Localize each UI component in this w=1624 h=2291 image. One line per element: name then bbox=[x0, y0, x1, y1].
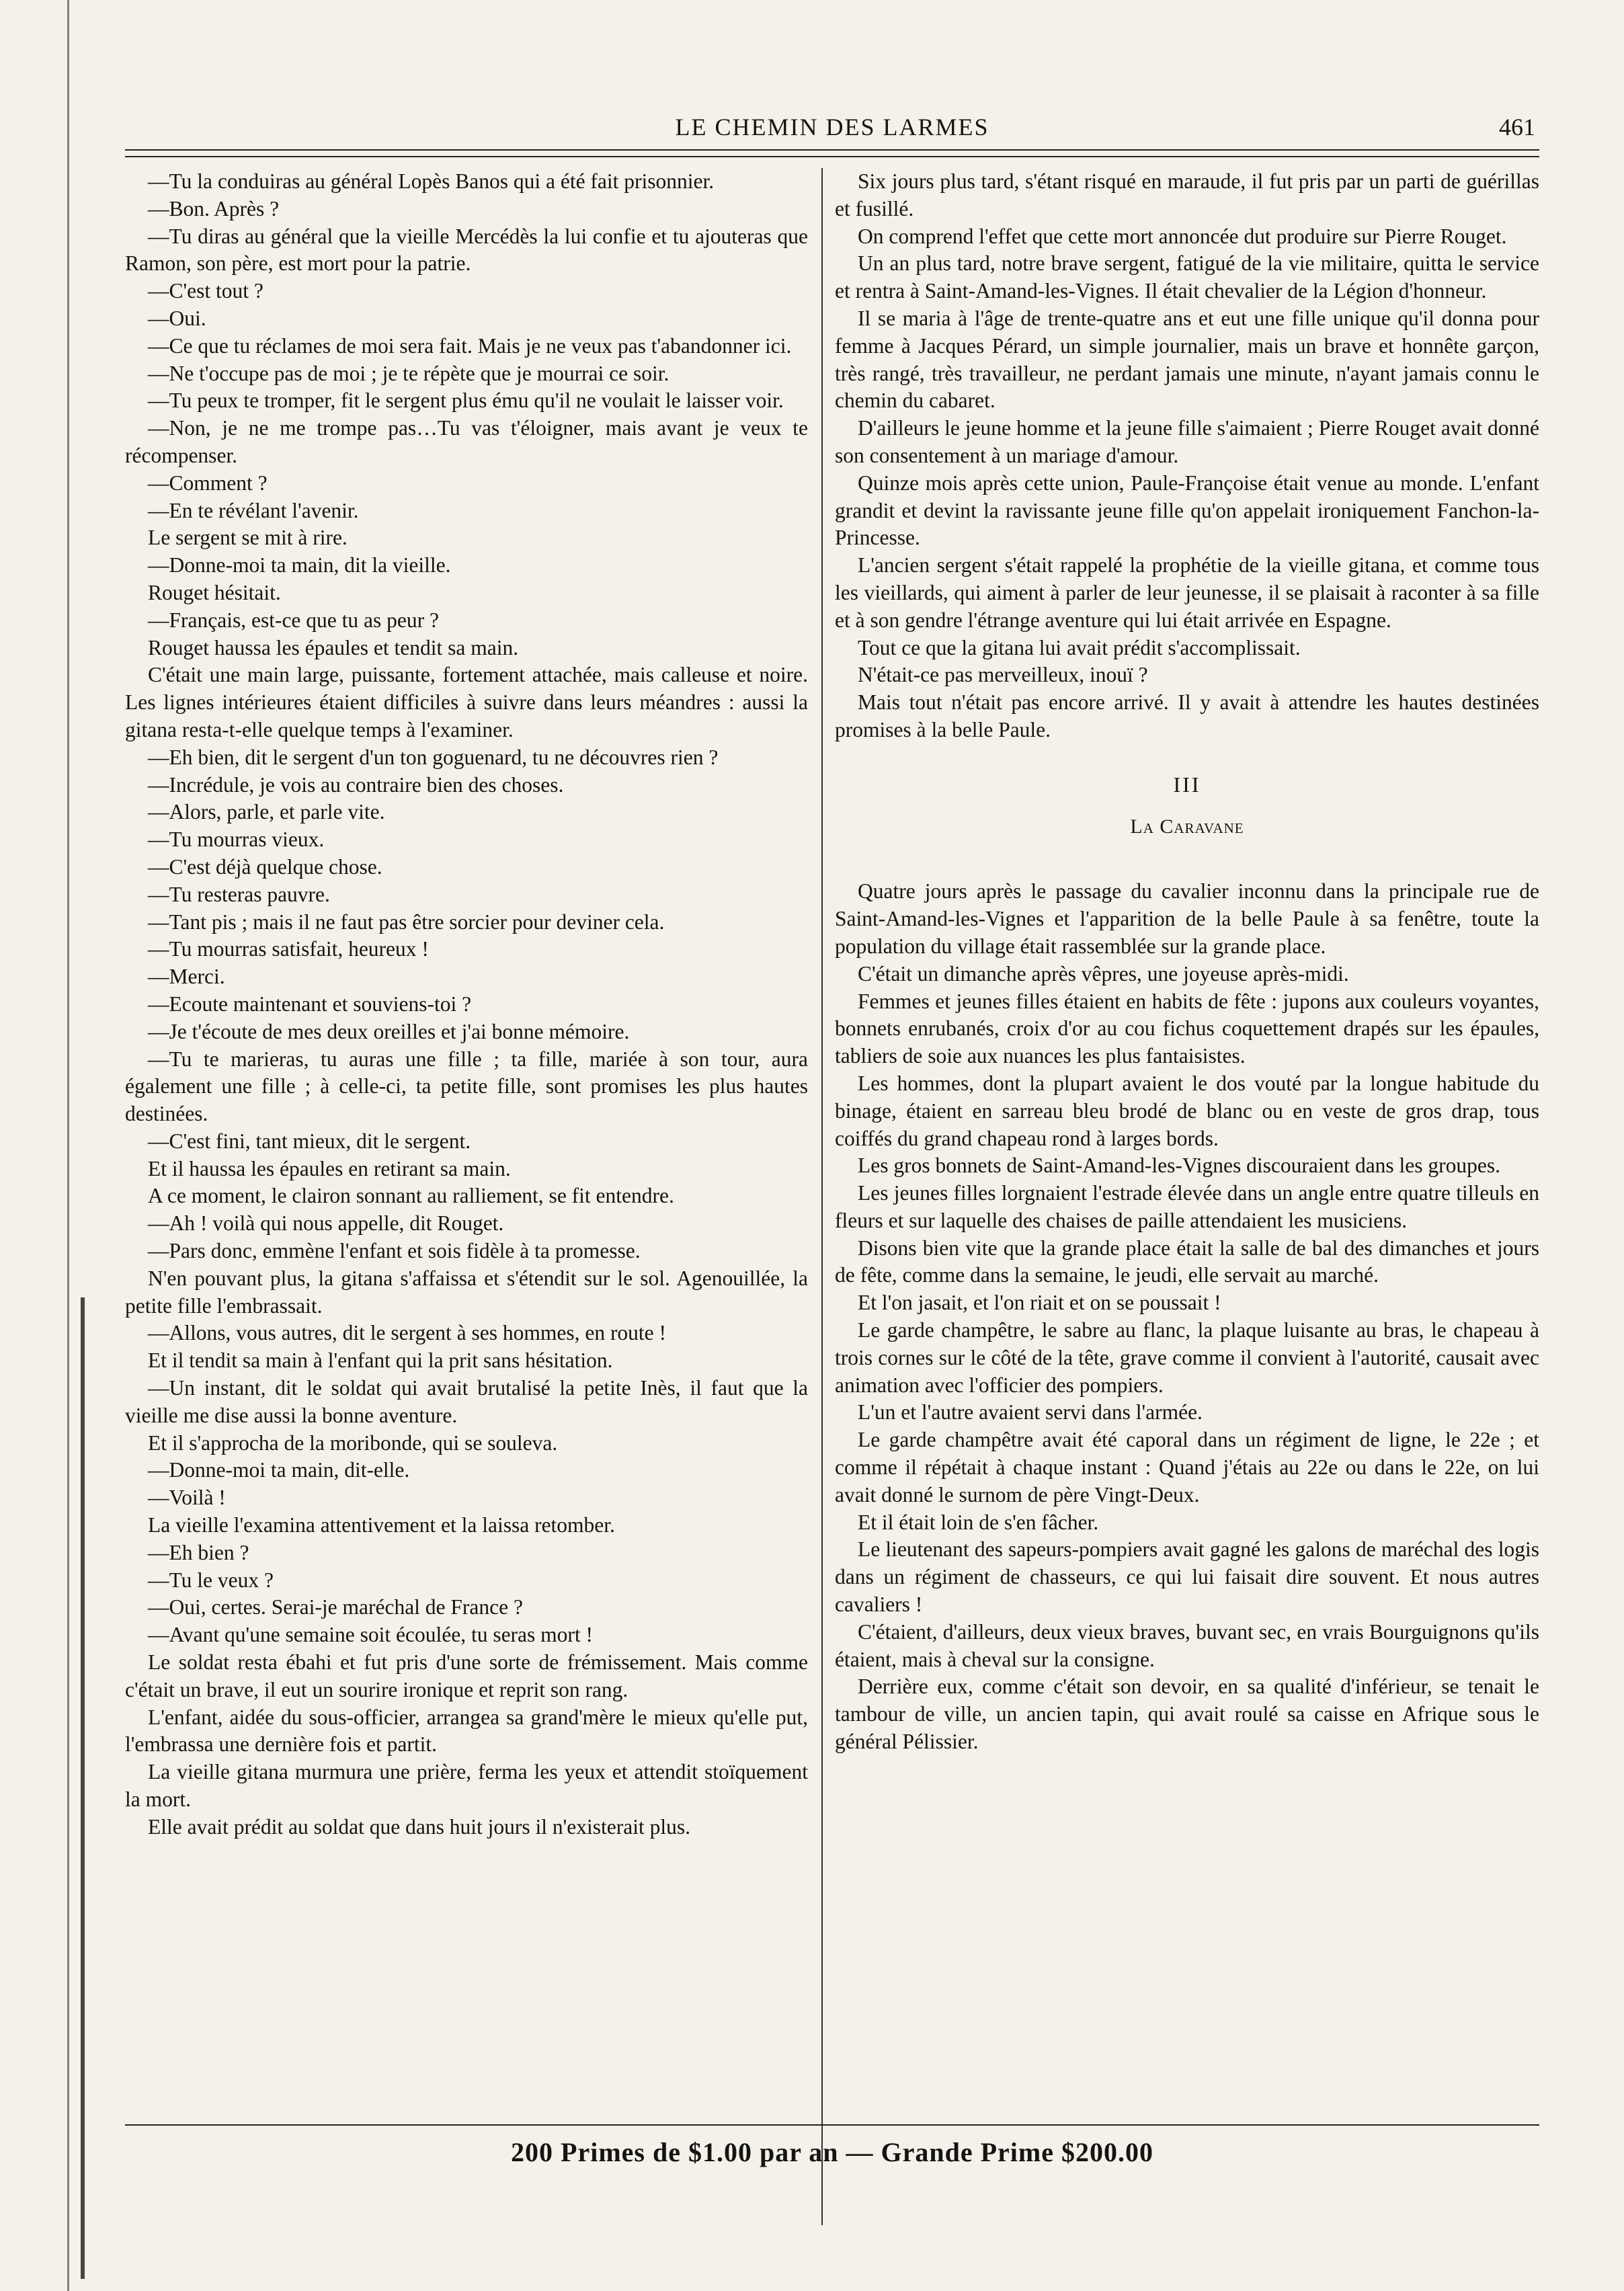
paragraph: —En te révélant l'avenir. bbox=[148, 498, 359, 522]
paragraph: N'était-ce pas merveilleux, inouï ? bbox=[858, 663, 1148, 687]
paragraph: —Donne-moi ta main, dit la vieille. bbox=[148, 553, 451, 577]
paragraph: —Eh bien, dit le sergent d'un ton goguenard, tu ne découvres rien ? bbox=[148, 745, 719, 769]
paragraph: —Français, est-ce que tu as peur ? bbox=[148, 608, 439, 632]
paragraph: L'ancien sergent s'était rappelé la prophétie de la vieille gitana, et comme tous les vieillards, qui aiment à parler de leur jeunesse, il se plaisait à raconter à sa fille et à son gendre l'étrange aventure qui lui était arrivée en Espagne. bbox=[835, 553, 1539, 632]
paragraph: C'était une main large, puissante, fortement attachée, mais calleuse et noire. Les lignes intérieures étaient difficiles à suivre dans leurs méandres : aussi la gitana resta-t-elle quelque temps à l'examiner. bbox=[125, 663, 808, 741]
paragraph: Le garde champêtre avait été caporal dans un régiment de ligne, le 22e ; et comme il répétait à chaque instant : Quand j'étais au 22e ou dans le 22e, on lui avait donné le surnom de père Vingt-Deux. bbox=[835, 1428, 1539, 1506]
paragraph: On comprend l'effet que cette mort annoncée dut produire sur Pierre Rouget. bbox=[858, 224, 1507, 248]
paragraph: —Tu peux te tromper, fit le sergent plus ému qu'il ne voulait le laisser voir. bbox=[148, 389, 784, 413]
paragraph: —Tu la conduiras au général Lopès Banos qui a été fait prisonnier. bbox=[148, 169, 715, 193]
scan-binding-edge bbox=[67, 0, 69, 2291]
paragraph: Et il haussa les épaules en retirant sa main. bbox=[148, 1156, 511, 1180]
paragraph: —C'est fini, tant mieux, dit le sergent. bbox=[148, 1129, 471, 1153]
paragraph: Tout ce que la gitana lui avait prédit s'accomplissait. bbox=[858, 635, 1301, 659]
paragraph: —Tu mourras vieux. bbox=[148, 828, 325, 852]
right-column bbox=[835, 168, 1539, 1756]
paragraph: Rouget hésitait. bbox=[148, 580, 281, 604]
paragraph: —Non, je ne me trompe pas…Tu vas t'éloigner, mais avant je veux te récompenser. bbox=[125, 416, 808, 467]
paragraph: Rouget haussa les épaules et tendit sa main. bbox=[148, 635, 519, 659]
paragraph: Elle avait prédit au soldat que dans huit jours il n'existerait plus. bbox=[148, 1814, 691, 1839]
paragraph: Le soldat resta ébahi et fut pris d'une sorte de frémissement. Mais comme c'était un brave, il eut un sourire ironique et reprit son rang. bbox=[125, 1650, 808, 1701]
paragraph: —Merci. bbox=[148, 965, 225, 989]
paragraph: —Ecoute maintenant et souviens-toi ? bbox=[148, 992, 472, 1016]
page-number: 461 bbox=[1499, 114, 1535, 140]
paragraph: La vieille gitana murmura une prière, ferma les yeux et attendit stoïquement la mort. bbox=[125, 1760, 808, 1812]
paragraph: —Alors, parle, et parle vite. bbox=[148, 800, 385, 824]
paragraph: —Allons, vous autres, dit le sergent à ses hommes, en route ! bbox=[148, 1321, 667, 1345]
paragraph: C'était un dimanche après vêpres, une joyeuse après-midi. bbox=[858, 961, 1349, 986]
paragraph: Et il était loin de s'en fâcher. bbox=[858, 1510, 1099, 1534]
paragraph: —Tu te marieras, tu auras une fille ; ta fille, mariée à son tour, aura également une fille ; à celle-ci, ta petite fille, sont promises les plus hautes destinées. bbox=[125, 1047, 808, 1126]
paragraph: —Avant qu'une semaine soit écoulée, tu seras mort ! bbox=[148, 1623, 594, 1647]
paragraph: —Tant pis ; mais il ne faut pas être sorcier pour deviner cela. bbox=[148, 910, 665, 934]
paragraph: Femmes et jeunes filles étaient en habits de fête : jupons aux couleurs voyantes, bonnets enrubanés, croix d'or au cou fichus coquettement drapés sur les épaules, tabliers de soie aux nuances les plus fantaisistes. bbox=[835, 989, 1539, 1068]
paragraph: —Donne-moi ta main, dit-elle. bbox=[148, 1458, 410, 1482]
paragraph: Quatre jours après le passage du cavalier inconnu dans la principale rue de Saint-Amand-les-Vignes et l'apparition de la belle Paule à sa fenêtre, toute la population du village était rassemblée sur la grande place. bbox=[835, 879, 1539, 958]
column-divider bbox=[821, 168, 823, 2225]
paragraph: L'un et l'autre avaient servi dans l'armée. bbox=[858, 1400, 1203, 1424]
paragraph: Six jours plus tard, s'étant risqué en maraude, il fut pris par un parti de guérillas et fusillé. bbox=[835, 169, 1539, 220]
header-rule bbox=[125, 149, 1539, 157]
paragraph: N'en pouvant plus, la gitana s'affaissa et s'étendit sur le sol. Agenouillée, la petite fille l'embrassait. bbox=[125, 1266, 808, 1318]
paragraph: A ce moment, le clairon sonnant au ralliement, se fit entendre. bbox=[148, 1184, 674, 1208]
paragraph: Quinze mois après cette union, Paule-Françoise était venue au monde. L'enfant grandit et devint la ravissante jeune fille qu'on appelait ironiquement Fanchon-la-Princesse. bbox=[835, 471, 1539, 550]
left-column bbox=[125, 168, 808, 1841]
section-number: III bbox=[1173, 772, 1201, 797]
section-title: La Caravane bbox=[1130, 815, 1244, 838]
paragraph: —Tu le veux ? bbox=[148, 1568, 274, 1592]
paragraph: —Ah ! voilà qui nous appelle, dit Rouget. bbox=[148, 1211, 504, 1236]
running-title: LE CHEMIN DES LARMES bbox=[675, 114, 989, 140]
paragraph: Et il tendit sa main à l'enfant qui la prit sans hésitation. bbox=[148, 1349, 613, 1373]
paragraph: —Eh bien ? bbox=[148, 1540, 249, 1564]
paragraph: Le garde champêtre, le sabre au flanc, la plaque luisante au bras, le chapeau à trois cornes sur le côté de la tête, grave comme il convient à l'autorité, causait avec animation avec l'officier des pompiers. bbox=[835, 1318, 1539, 1397]
paragraph: —Tu diras au général que la vieille Mercédès la lui confie et tu ajouteras que Ramon, son père, est mort pour la patrie. bbox=[125, 224, 808, 276]
paragraph: —Bon. Après ? bbox=[148, 196, 280, 220]
paragraph: —Un instant, dit le soldat qui avait brutalisé la petite Inès, il faut que la vieille me dise aussi la bonne aventure. bbox=[125, 1376, 808, 1427]
paragraph: —C'est tout ? bbox=[148, 279, 263, 303]
paragraph: —Je t'écoute de mes deux oreilles et j'ai bonne mémoire. bbox=[148, 1019, 630, 1043]
paragraph: C'étaient, d'ailleurs, deux vieux braves, buvant sec, en vrais Bourguignons qu'ils étaient, mais à cheval sur la consigne. bbox=[835, 1619, 1539, 1671]
paragraph: —Oui, certes. Serai-je maréchal de France ? bbox=[148, 1595, 523, 1619]
paragraph: —Ne t'occupe pas de moi ; je te répète que je mourrai ce soir. bbox=[148, 361, 669, 385]
paragraph: —Incrédule, je vois au contraire bien des choses. bbox=[148, 772, 564, 797]
paragraph: —Oui. bbox=[148, 306, 206, 330]
footer-banner: 200 Primes de $1.00 par an — Grande Prime $200.00 bbox=[511, 2137, 1153, 2167]
paragraph: D'ailleurs le jeune homme et la jeune fille s'aimaient ; Pierre Rouget avait donné son consentement à un mariage d'amour. bbox=[835, 416, 1539, 467]
paragraph: Et l'on jasait, et l'on riait et on se poussait ! bbox=[858, 1291, 1221, 1315]
right-column-bottom bbox=[835, 878, 1539, 1756]
paragraph: —C'est déjà quelque chose. bbox=[148, 854, 382, 879]
paragraph: La vieille l'examina attentivement et la laissa retomber. bbox=[148, 1513, 615, 1537]
paragraph: Mais tout n'était pas encore arrivé. Il y avait à attendre les hautes destinées promises à la belle Paule. bbox=[835, 690, 1539, 741]
paragraph: L'enfant, aidée du sous-officier, arrangea sa grand'mère le mieux qu'elle put, l'embrassa une dernière fois et partit. bbox=[125, 1705, 808, 1757]
paragraph: —Voilà ! bbox=[148, 1486, 226, 1510]
paragraph: Le lieutenant des sapeurs-pompiers avait gagné les galons de maréchal des logis dans un régiment de chasseurs, ce qui lui faisait dire souvent. Et nous autres cavaliers ! bbox=[835, 1537, 1539, 1617]
paragraph: Disons bien vite que la grande place était la salle de bal des dimanches et jours de fête, comme dans la semaine, le jeudi, elle servait au marché. bbox=[835, 1236, 1539, 1287]
paragraph: Derrière eux, comme c'était son devoir, en sa qualité d'inférieur, se tenait le tambour de ville, un ancien tapin, qui avait roulé sa caisse en Afrique sous le général Pélissier. bbox=[835, 1675, 1539, 1754]
paragraph: Les hommes, dont la plupart avaient le dos vouté par la longue habitude du binage, étaient en sarreau bleu brodé de blanc ou en veste de gros drap, tous coiffés du grand chapeau rond à larges bords. bbox=[835, 1071, 1539, 1150]
paragraph: Un an plus tard, notre brave sergent, fatigué de la vie militaire, quitta le service et rentra à Saint-Amand-les-Vignes. Il était chevalier de la Légion d'honneur. bbox=[835, 251, 1539, 303]
right-column-top bbox=[835, 168, 1539, 744]
scan-binding-shadow bbox=[81, 1297, 85, 2279]
footer-rule bbox=[125, 2124, 1539, 2126]
paragraph: —Comment ? bbox=[148, 471, 268, 495]
paragraph: Les jeunes filles lorgnaient l'estrade élevée dans un angle entre quatre tilleuls en fleurs et sur laquelle des chaises de paille attendaient les musiciens. bbox=[835, 1181, 1539, 1232]
paragraph: Les gros bonnets de Saint-Amand-les-Vignes discouraient dans les groupes. bbox=[858, 1154, 1501, 1178]
paragraph: —Ce que tu réclames de moi sera fait. Mais je ne veux pas t'abandonner ici. bbox=[148, 333, 792, 358]
paragraph: Et il s'approcha de la moribonde, qui se souleva. bbox=[148, 1431, 558, 1455]
paragraph: —Tu resteras pauvre. bbox=[148, 882, 330, 906]
paragraph: Le sergent se mit à rire. bbox=[148, 526, 348, 550]
paragraph: Il se maria à l'âge de trente-quatre ans et eut une fille unique qu'il donna pour femme à Jacques Pérard, un simple journalier, mais un brave et honnête garçon, très rangé, très travailleur, ne perdant jamais une minute, n'ayant jamais connu le chemin du cabaret. bbox=[835, 306, 1539, 413]
page-header bbox=[125, 108, 1539, 148]
paragraph: —Pars donc, emmène l'enfant et sois fidèle à ta promesse. bbox=[148, 1239, 641, 1263]
paragraph: —Tu mourras satisfait, heureux ! bbox=[148, 937, 429, 961]
